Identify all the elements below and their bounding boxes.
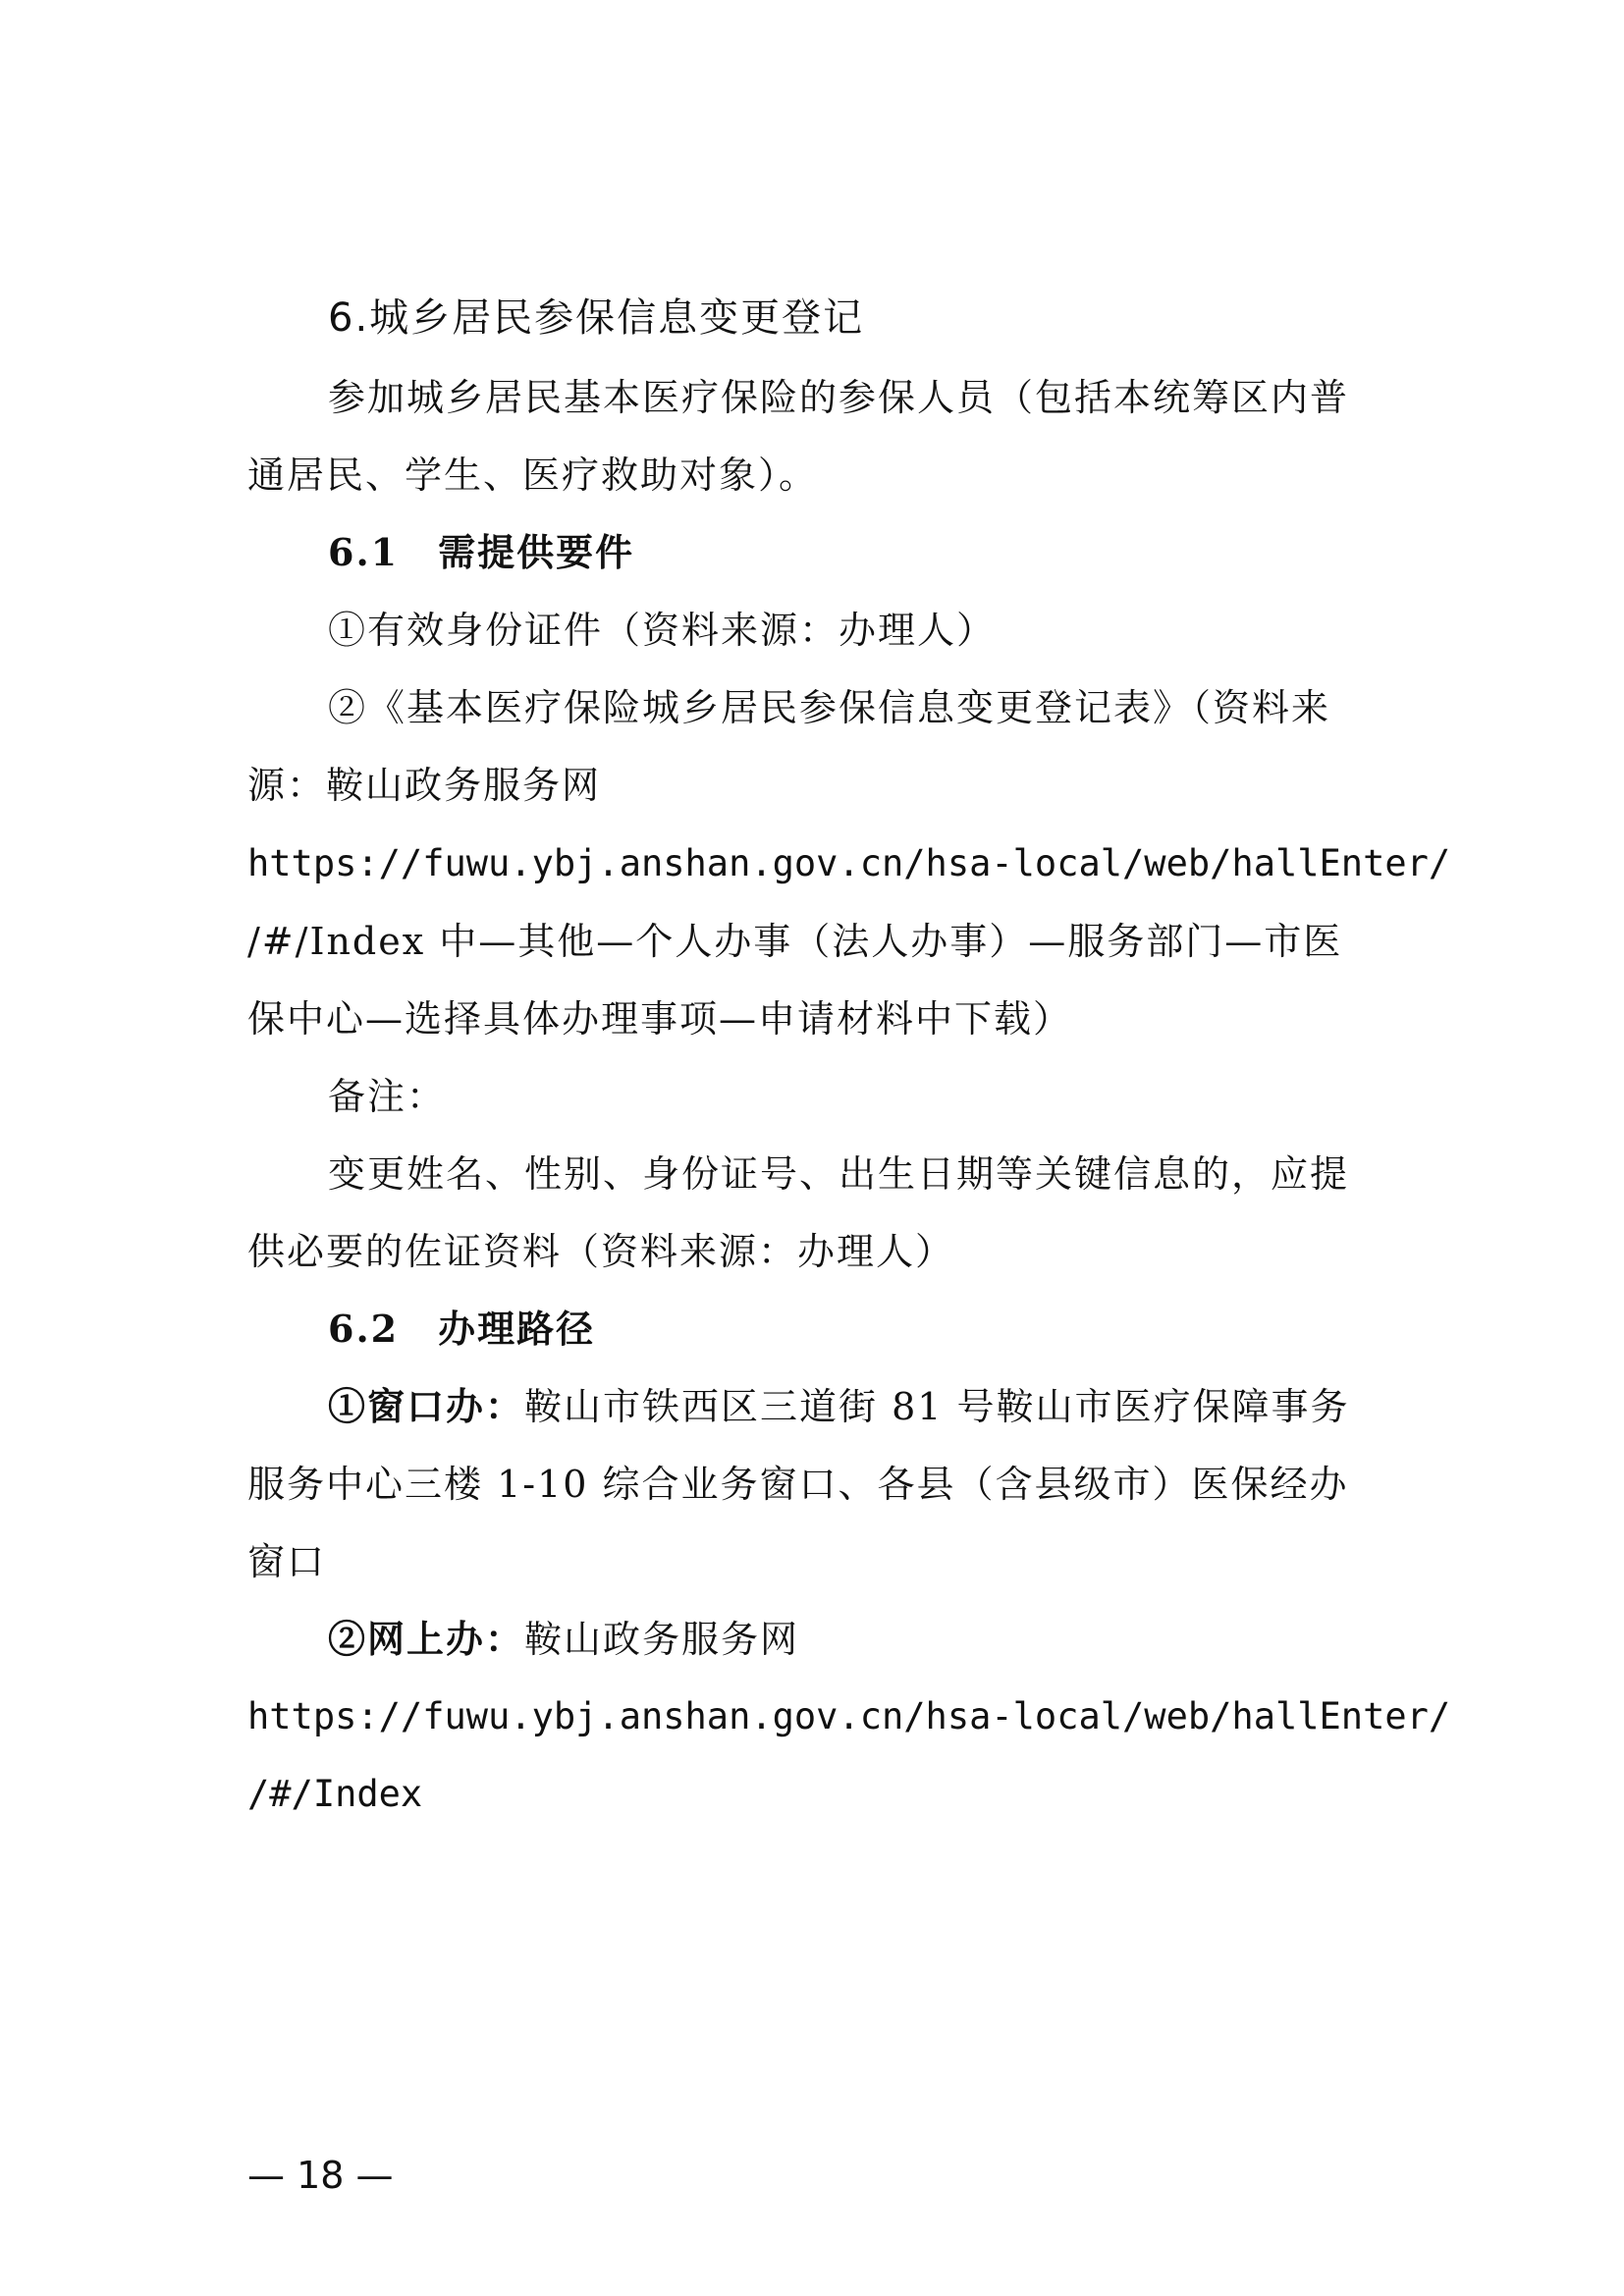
- subsection-6-1-heading: 6.1 需提供要件: [328, 530, 635, 574]
- note-label: 备注：: [328, 1075, 447, 1118]
- service-url: https://fuwu.ybj.anshan.gov.cn/hsa-local/web/hallEnter/: [247, 842, 1451, 884]
- window-service-line-3: 窗口: [247, 1540, 327, 1583]
- download-path-line-2: 保中心—选择具体办理事项—申请材料中下载）: [247, 997, 1073, 1041]
- requirement-item-1: ①有效身份证件（资料来源：办理人）: [328, 609, 997, 652]
- online-service-name: 鞍山政务服务网: [524, 1618, 800, 1661]
- online-service-label: ②网上办：: [328, 1617, 525, 1661]
- requirement-item-2-line-1: ②《基本医疗保险城乡居民参保信息变更登记表》（资料来: [328, 686, 1331, 729]
- online-url-line-1: https://fuwu.ybj.anshan.gov.cn/hsa-local/web/hallEnter/: [247, 1695, 1451, 1737]
- download-path-line-1: /#/Index 中—其他—个人办事（法人办事）—服务部门—市医: [247, 920, 1343, 963]
- window-service-line-2: 服务中心三楼 1-10 综合业务窗口、各县（含县级市）医保经办: [247, 1463, 1349, 1506]
- online-service-line: [328, 1614, 799, 1665]
- note-line-2: 供必要的佐证资料（资料来源：办理人）: [247, 1230, 955, 1273]
- online-url-line-2: /#/Index: [247, 1773, 423, 1815]
- intro-line-2: 通居民、学生、医疗救助对象）。: [247, 454, 819, 497]
- subsection-6-2-heading: 6.2 办理路径: [328, 1307, 596, 1351]
- intro-line-1: 参加城乡居民基本医疗保险的参保人员（包括本统筹区内普: [328, 376, 1350, 419]
- window-service-label: ①窗口办：: [328, 1384, 525, 1428]
- window-service-line-1: [328, 1381, 1350, 1432]
- page-number: — 18 —: [247, 2154, 394, 2197]
- note-line-1: 变更姓名、性别、身份证号、出生日期等关键信息的，应提: [328, 1152, 1350, 1196]
- window-service-address: 鞍山市铁西区三道街 81 号鞍山市医疗保障事务: [524, 1385, 1350, 1428]
- section-heading: 6.城乡居民参保信息变更登记: [328, 295, 865, 341]
- requirement-item-2-line-2: 源：鞍山政务服务网: [247, 764, 602, 807]
